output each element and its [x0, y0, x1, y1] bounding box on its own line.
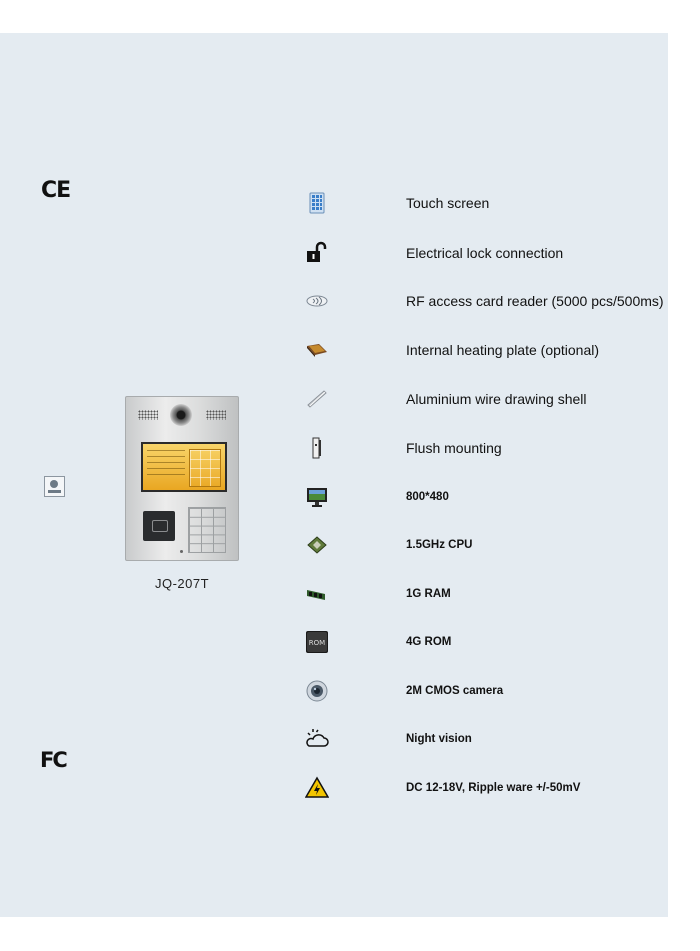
feature-item-resolution [0, 491, 700, 503]
feature-label: RF access card reader (5000 pcs/500ms) [406, 293, 664, 309]
feature-item-electrical-lock [0, 245, 700, 261]
feature-item-heating-plate [0, 342, 700, 358]
unlocked-padlock-icon [305, 241, 329, 265]
camera-lens [170, 404, 192, 426]
feature-label: 1G RAM [406, 588, 451, 600]
feature-item-camera [0, 685, 700, 697]
feature-label: Night vision [406, 733, 472, 745]
heating-plate-icon [305, 338, 329, 362]
feature-item-flush-mounting [0, 440, 700, 456]
intercom-device-image [125, 396, 239, 561]
fcc-mark: FC [40, 748, 66, 772]
feature-item-touch-screen [0, 195, 700, 211]
camera-lens-icon [305, 679, 329, 703]
feature-label: Internal heating plate (optional) [406, 342, 600, 358]
feature-label: Aluminium wire drawing shell [406, 391, 587, 407]
keypad-grid-icon [305, 191, 329, 215]
ram-module-icon [305, 582, 329, 606]
speaker-grille [138, 410, 158, 420]
certification-logo-icon [44, 476, 65, 497]
high-voltage-icon [305, 776, 329, 800]
feature-label: Flush mounting [406, 440, 502, 456]
device-model-caption: JQ-207T [154, 576, 210, 591]
feature-label: 800*480 [406, 491, 449, 503]
feature-label: 1.5GHz CPU [406, 539, 473, 551]
svg-text:ROM: ROM [308, 639, 326, 647]
cpu-chip-icon [305, 533, 329, 557]
feature-item-night-vision [0, 733, 700, 745]
feature-label: Electrical lock connection [406, 245, 564, 261]
device-keypad [188, 507, 226, 553]
ce-mark: CE [41, 178, 71, 203]
feature-item-ram [0, 588, 700, 600]
feature-item-cpu [0, 539, 700, 551]
rom-chip-icon [305, 630, 329, 654]
device-screen [141, 442, 227, 492]
feature-item-power [0, 782, 700, 794]
feature-label: 4G ROM [406, 636, 452, 648]
night-vision-icon [305, 727, 329, 751]
rf-card-icon [305, 289, 329, 313]
speaker-grille [206, 410, 226, 420]
aluminium-bar-icon [305, 387, 329, 411]
feature-label: Touch screen [406, 195, 490, 211]
monitor-icon [305, 485, 329, 509]
feature-item-rom [0, 636, 700, 648]
feature-item-aluminium-shell [0, 391, 700, 407]
feature-item-rf-reader [0, 293, 700, 309]
feature-label: 2M CMOS camera [406, 685, 504, 697]
card-reader [143, 511, 175, 541]
microphone-hole [180, 550, 183, 553]
feature-label: DC 12-18V, Ripple ware +/-50mV [406, 782, 581, 794]
flush-mount-icon [305, 436, 329, 460]
